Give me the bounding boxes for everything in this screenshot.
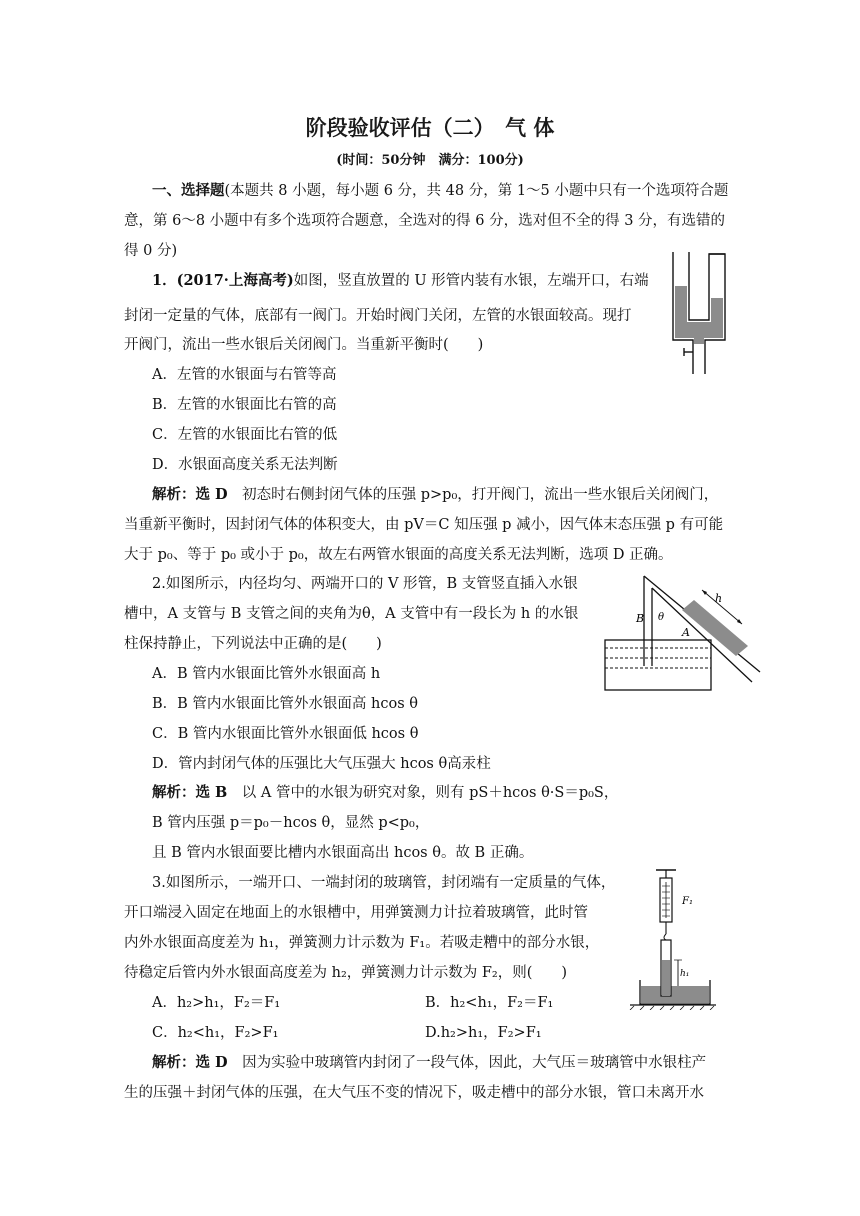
spring-scale-figure xyxy=(626,868,716,1010)
page-title: 阶段验收评估（二） 气 体 xyxy=(305,116,555,140)
q1-analysis-line-1: 解析：选 D 初态时右侧封闭气体的压强 p>p₀，打开阀门，流出一些水银后关闭阀门， xyxy=(152,486,719,503)
q3-answer: 选 D xyxy=(195,1054,228,1071)
fig2-label-b: B xyxy=(636,612,645,625)
q2-analysis-label: 解析： xyxy=(152,784,196,801)
fig2-label-h: h xyxy=(715,592,723,605)
q1-option-b: B．左管的水银面比右管的高 xyxy=(152,397,337,413)
section-intro-line-1: 一、选择题(本题共 8 小题，每小题 6 分，共 48 分，第 1～5 小题中只有一个选项符合题 xyxy=(152,182,729,199)
q3-line-3: 内外水银面高度差为 h₁，弹簧测力计示数为 F₁。若吸走糟中的部分水银， xyxy=(124,935,600,951)
q2-analysis-line-3: 且 B 管内水银面要比槽内水银面高出 hcos θ。故 B 正确。 xyxy=(152,845,534,861)
q3-line-2: 开口端浸入固定在地面上的水银槽中，用弹簧测力计拉着玻璃管，此时管 xyxy=(124,905,588,921)
q2-option-c: C．B 管内水银面比管外水银面低 hcos θ xyxy=(152,726,419,742)
q2-line-3: 柱保持静止，下列说法中正确的是( ) xyxy=(124,636,382,652)
q3-option-b: B．h₂<h₁，F₂＝F₁ xyxy=(425,995,554,1011)
q1-line-1: 1．(2017·上海高考)如图，竖直放置的 U 形管内装有水银，左端开口，右端 xyxy=(152,272,649,289)
section-heading: 一、选择题 xyxy=(152,182,225,199)
fig3-label-h1: h₁ xyxy=(680,969,690,979)
q1-number: 1． xyxy=(152,272,177,289)
page-subtitle: (时间：50分钟 满分：100分) xyxy=(336,153,524,168)
q3-option-d: D.h₂>h₁，F₂>F₁ xyxy=(425,1025,542,1041)
q1-option-a: A．左管的水银面与右管等高 xyxy=(152,367,337,383)
q1-answer: 选 D xyxy=(195,486,228,503)
q1-analysis-line-2: 当重新平衡时，因封闭气体的体积变大，由 pV＝C 知压强 p 减小，因气体末态压强 p 有可能 xyxy=(124,517,724,533)
q2-analysis-line-1: 解析：选 B 以 A 管中的水银为研究对象，则有 pS＋hcos θ·S＝p₀S， xyxy=(152,784,619,801)
q3-analysis-line-1: 解析：选 D 因为实验中玻璃管内封闭了一段气体，因此，大气压＝玻璃管中水银柱产 xyxy=(152,1054,707,1071)
q3-line-4: 待稳定后管内外水银面高度差为 h₂，弹簧测力计示数为 F₂，则( ) xyxy=(124,965,568,981)
q1-option-c: C．左管的水银面比右管的低 xyxy=(152,427,338,443)
q3-line-1: 3.如图所示，一端开口、一端封闭的玻璃管，封闭端有一定质量的气体， xyxy=(152,875,616,891)
q1-source: (2017·上海高考) xyxy=(176,272,294,289)
q1-analysis-line-3: 大于 p₀、等于 p₀ 或小于 p₀，故左右两管水银面的高度关系无法判断，选项 D 正确。 xyxy=(124,547,673,563)
q3-analysis-label: 解析： xyxy=(152,1054,196,1071)
q1-line-2: 封闭一定量的气体，底部有一阀门。开始时阀门关闭，左管的水银面较高。现打 xyxy=(124,308,632,324)
u-tube-figure xyxy=(664,248,736,378)
fig3-label-f1: F₁ xyxy=(682,896,693,907)
q2-option-a: A．B 管内水银面比管外水银面高 h xyxy=(152,666,381,682)
q2-line-2: 槽中，A 支管与 B 支管之间的夹角为θ，A 支管中有一段长为 h 的水银 xyxy=(124,606,579,622)
q2-answer: 选 B xyxy=(195,784,228,801)
q3-option-a: A．h₂>h₁，F₂＝F₁ xyxy=(152,995,281,1011)
v-tube-figure xyxy=(602,566,762,694)
q2-analysis-line-2: B 管内压强 p＝p₀－hcos θ，显然 p<p₀， xyxy=(152,815,430,831)
q3-option-c: C．h₂<h₁，F₂>F₁ xyxy=(152,1025,279,1041)
q2-option-d: D．管内封闭气体的压强比大气压强大 hcos θ高汞柱 xyxy=(152,756,491,772)
q1-option-d: D．水银面高度关系无法判断 xyxy=(152,457,338,473)
q1-analysis-label: 解析： xyxy=(152,486,196,503)
q1-line-3: 开阀门，流出一些水银后关闭阀门。当重新平衡时( ) xyxy=(124,337,484,353)
section-intro-line-2: 意，第 6～8 小题中有多个选项符合题意，全选对的得 6 分，选对但不全的得 3 分，有选错的 xyxy=(124,213,726,229)
q2-option-b: B．B 管内水银面比管外水银面高 hcos θ xyxy=(152,696,418,712)
q3-analysis-line-2: 生的压强＋封闭气体的压强，在大气压不变的情况下，吸走槽中的部分水银，管口未离开水 xyxy=(124,1085,704,1101)
section-intro-line-3: 得 0 分) xyxy=(124,243,178,259)
fig2-label-a: A xyxy=(682,626,690,639)
fig2-label-theta: θ xyxy=(658,612,665,623)
q2-line-1: 2.如图所示，内径均匀、两端开口的 V 形管，B 支管竖直插入水银 xyxy=(152,576,578,592)
